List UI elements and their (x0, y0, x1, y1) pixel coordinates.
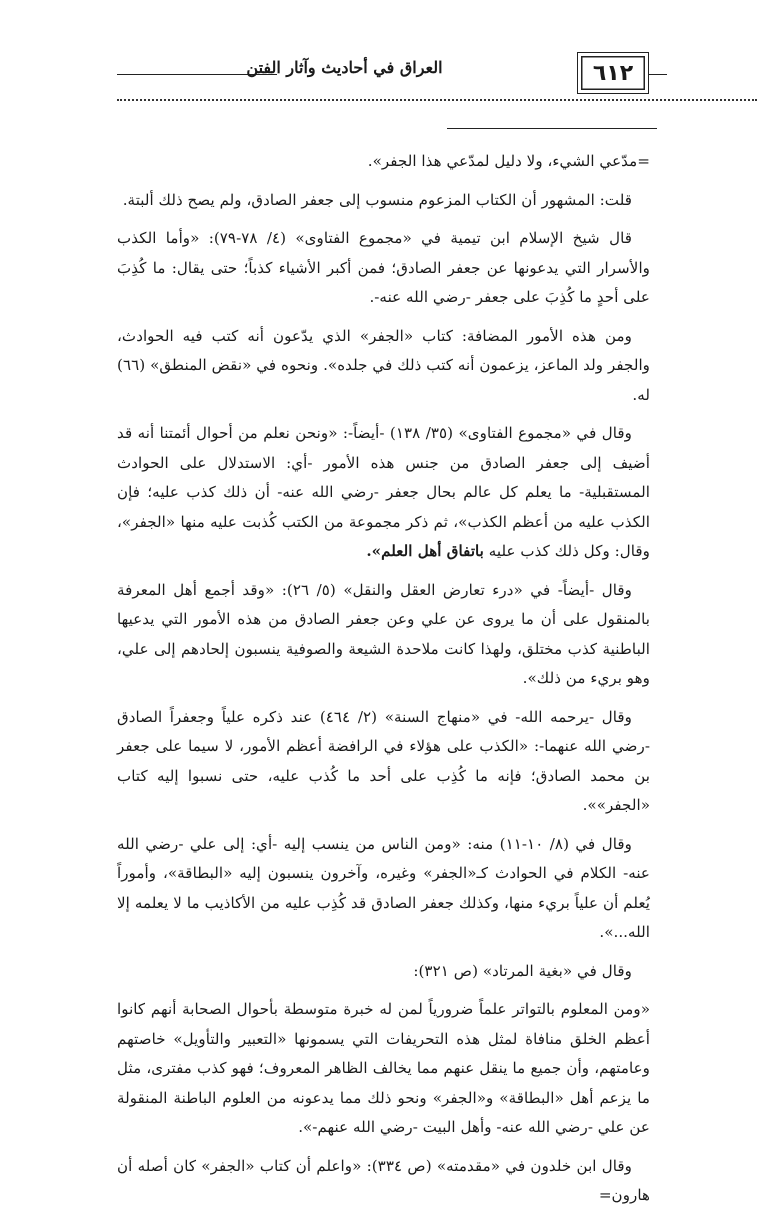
page-number: ٦١٢ (592, 60, 634, 86)
paragraph: وقال في «بغية المرتاد» (ص ٣٢١): (413, 961, 632, 980)
paragraph: =مدّعي الشيء، ولا دليل لمدّعي هذا الجفر». (367, 152, 650, 170)
paragraph: ومن هذه الأمور المضافة: كتاب «الجفر» الذي يدّعون أنه كتب فيه الحوادث، والجفر ولد الماعز، يزعمون أنه كتب ذلك في جلده». ونحوه في «نقض المنطق» (٦٦) له. (117, 326, 650, 404)
paragraph: قلت: المشهور أن الكتاب المزعوم منسوب إلى جعفر الصادق، ولم يصح ذلك ألبتة. (122, 190, 632, 209)
paragraph: وقال -أيضاً- في «درء تعارض العقل والنقل» (٥/ ٢٦): «وقد أجمع أهل المعرفة بالمنقول على أن ما يروى عن علي وعن جعفر الصادق من هذه الأمور التي يدعيها الباطنية كذب مختلق، ولهذا كانت ملاحدة الشيعة والصوفية ينسبون إلحادهم إلى علي، وهو بريء من ذلك». (117, 580, 650, 687)
book-title: العراق في أحاديث وآثار الفتن (246, 58, 443, 77)
paragraph: وقال -يرحمه الله- في «منهاج السنة» (٢/ ٤٦٤) عند ذكره علياً وجعفراً الصادق -رضي الله عنهما-: «الكذب على هؤلاء في الرافضة أعظم الأمور، لا سيما على جعفر بن محمد الصادق؛ فإنه ما كُذِب على أحد ما كُذب عليه، حتى نسبوا إليه كتاب «الجفر»». (117, 707, 650, 814)
header-dotted-rule (117, 99, 757, 109)
paragraph: وقال ابن خلدون في «مقدمته» (ص ٣٣٤): «واعلم أن كتاب «الجفر» كان أصله أن هارون= (117, 1156, 650, 1204)
paragraph: «ومن المعلوم بالتواتر علماً ضرورياً لمن له خبرة متوسطة بأحوال الصحابة أنهم كانوا أعظم الخلق منافاة لمثل هذه التحريفات التي يسمونها «التعبير والتأويل» خاصتهم وعامتهم، وأن جميع ما ينقل عنهم مما يخالف الظاهر المعروف؛ فهو كذب مفترى، مثل ما يزعم أهل «البطاقة» و«الجفر» ونحو ذلك مما يدعونه من العلوم الباطنة المنقولة عن علي -رضي الله عنه- وأهل البيت -رضي الله عنهم-». (117, 1000, 650, 1136)
paragraph: وقال في (٨/ ١٠-١١) منه: «ومن الناس من ينسب إليه -أي: إلى علي -رضي الله عنه- الكلام في الحوادث كـ«الجفر» وغيره، وآخرون ينسبون إليه «البطاقة»، وأموراً يُعلم أن علياً بريء منها، وكذلك جعفر الصادق قد كُذِب عليه من الأكاذيب ما لا يعلمه إلا الله...». (117, 834, 650, 941)
paragraph-text: وقال في «مجموع الفتاوى» (٣٥/ ١٣٨) -أيضاً-: «ونحن نعلم من أحوال أئمتنا أنه قد أضيف إلى جعفر الصادق من جنس هذه الأمور -أي: الاستدلال على الحوادث المستقبلية- ما يعلم كل عالم بحال جعفر -رضي الله عنه- أن ذلك كذب عليه؛ فإن الكذب عليه من أعظم الكذب»، ثم ذكر مجموعة من الكتب كُذبت عليه منها «الجفر»، وقال: وكل ذلك كذب عليه (117, 424, 650, 560)
header-rule-right (647, 74, 667, 75)
paragraph (117, 419, 650, 567)
footnote-separator-rule (447, 128, 657, 129)
page-number-box (577, 52, 649, 94)
page-header (0, 0, 757, 140)
page-body (117, 147, 650, 1220)
paragraph: قال شيخ الإسلام ابن تيمية في «مجموع الفتاوى» (٤/ ٧٨-٧٩): «وأما الكذب والأسرار التي يدعونها عن جعفر الصادق؛ فمن أكبر الأشياء كذباً؛ حتى يقال: ما كُذِبَ على أحدٍ ما كُذِبَ على جعفر -رضي الله عنه-. (117, 229, 650, 306)
bold-text: باتفاق أهل العلم». (366, 542, 484, 560)
